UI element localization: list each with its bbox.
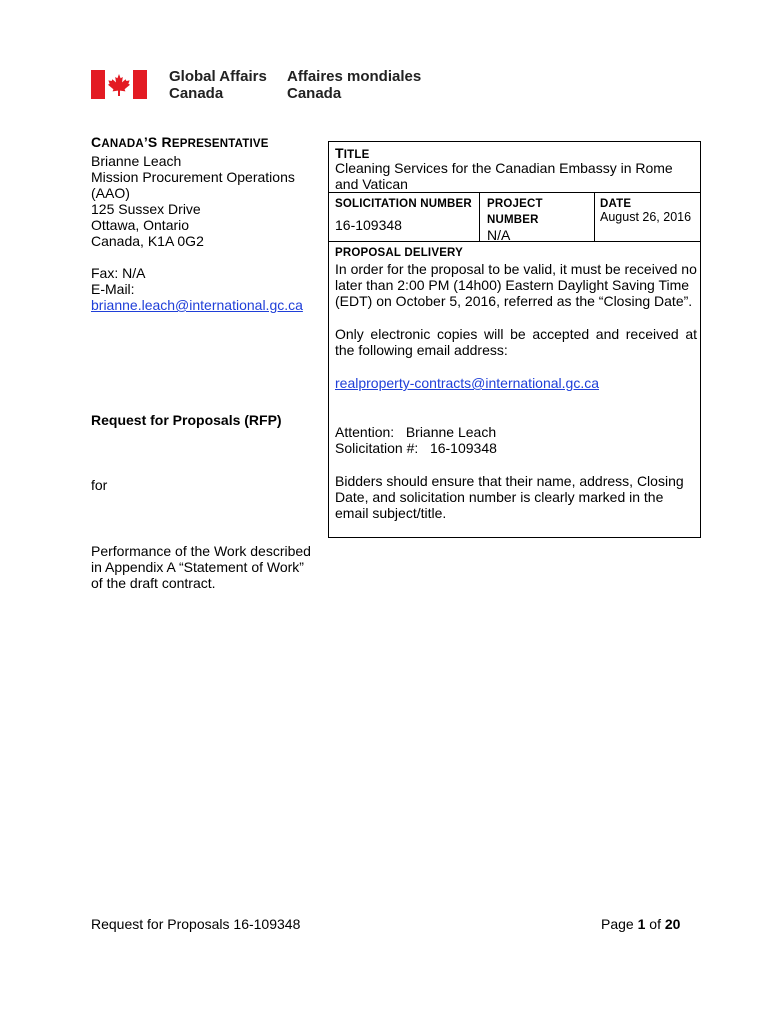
footer-left: Request for Proposals 16-109348 [91,916,301,932]
electronic-line-1: Only electronic copies will be accepted and received at [335,326,697,342]
heading-cap-c: C [91,134,102,150]
representative-heading [91,134,311,152]
delivery-text [335,261,697,309]
org-name-fr [287,68,421,102]
rep-name: Brianne Leach [91,153,182,169]
date-value: August 26, 2016 [600,210,692,224]
org-name-fr-line1: Affaires mondiales [287,68,422,85]
title-line-1: Cleaning Services for the Canadian Embassy in Rome [335,160,673,176]
performance-text [91,543,311,591]
attention-line: Attention: Brianne Leach [335,424,497,440]
heading-rest-1: ANADA [101,138,144,150]
rep-fax: Fax: N/A [91,265,146,281]
delivery-line-3: (EDT) on October 5, 2016, referred as the “Closing Date”. [335,293,693,309]
electronic-line-2: the following email address: [335,342,508,358]
page-word: Page [601,916,638,932]
performance-line-2: in Appendix A “Statement of Work” [91,559,304,575]
rep-city: Ottawa, Ontario [91,217,190,233]
representative-block [91,134,311,313]
date-label: DATE [600,198,632,210]
performance-line-1: Performance of the Work described [91,543,311,559]
canada-flag-icon [91,70,147,99]
table-divider-numbers [328,241,701,242]
rep-office: Mission Procurement Operations [91,169,295,185]
contracts-email-link[interactable]: realproperty-contracts@international.gc.ca [335,375,600,391]
heading-rest-2: EPRESENTATIVE [171,138,269,150]
bidders-text [335,473,684,521]
rep-email-link[interactable]: brianne.leach@international.gc.ca [91,297,303,313]
org-name-fr-line2: Canada [287,85,342,102]
page-number: 1 [637,916,646,932]
delivery-line-2: later than 2:00 PM (14h00) Eastern Daylight Saving Time [335,277,690,293]
solicitation-label: SOLICITATION NUMBER [335,198,472,210]
title-value [335,160,673,192]
rep-country-postal: Canada, K1A 0G2 [91,233,204,249]
title-label-cap: T [335,145,344,161]
project-label-line-1: PROJECT [487,198,543,210]
rep-office-code: (AAO) [91,185,130,201]
project-number-label [487,196,543,228]
org-name-en-line1: Global Affairs [169,68,267,85]
bidders-line-2: Date, and solicitation number is clearly marked in the [335,489,664,505]
table-divider-col1 [479,192,480,242]
page-indicator [601,916,680,932]
page-total: 20 [664,916,681,932]
of-word: of [645,916,665,932]
rep-street: 125 Sussex Drive [91,201,201,217]
proposal-delivery-label: PROPOSAL DELIVERY [335,247,464,259]
heading-cap-r: ’S R [143,134,172,150]
rfp-title: Request for Proposals (RFP) [91,412,282,428]
performance-line-3: of the draft contract. [91,575,216,591]
bidders-line-1: Bidders should ensure that their name, address, Closing [335,473,684,489]
org-name-en [169,68,267,102]
attention-block [335,424,497,456]
delivery-line-1: In order for the proposal to be valid, it must be received no [335,261,697,277]
table-divider-col2 [594,192,595,242]
title-line-2: and Vatican [335,176,408,192]
solicitation-ref-line: Solicitation #: 16-109348 [335,440,497,456]
project-label-line-2: NUMBER [487,214,539,226]
bidders-line-3: email subject/title. [335,505,447,521]
title-label-rest: ITLE [343,149,370,161]
project-number-value: N/A [487,227,511,243]
for-text: for [91,477,108,493]
table-divider-title [328,192,701,193]
solicitation-number: 16-109348 [335,217,402,233]
org-name-en-line2: Canada [169,85,224,102]
rep-email-label: E-Mail: [91,281,135,297]
electronic-copies-text [335,326,697,358]
